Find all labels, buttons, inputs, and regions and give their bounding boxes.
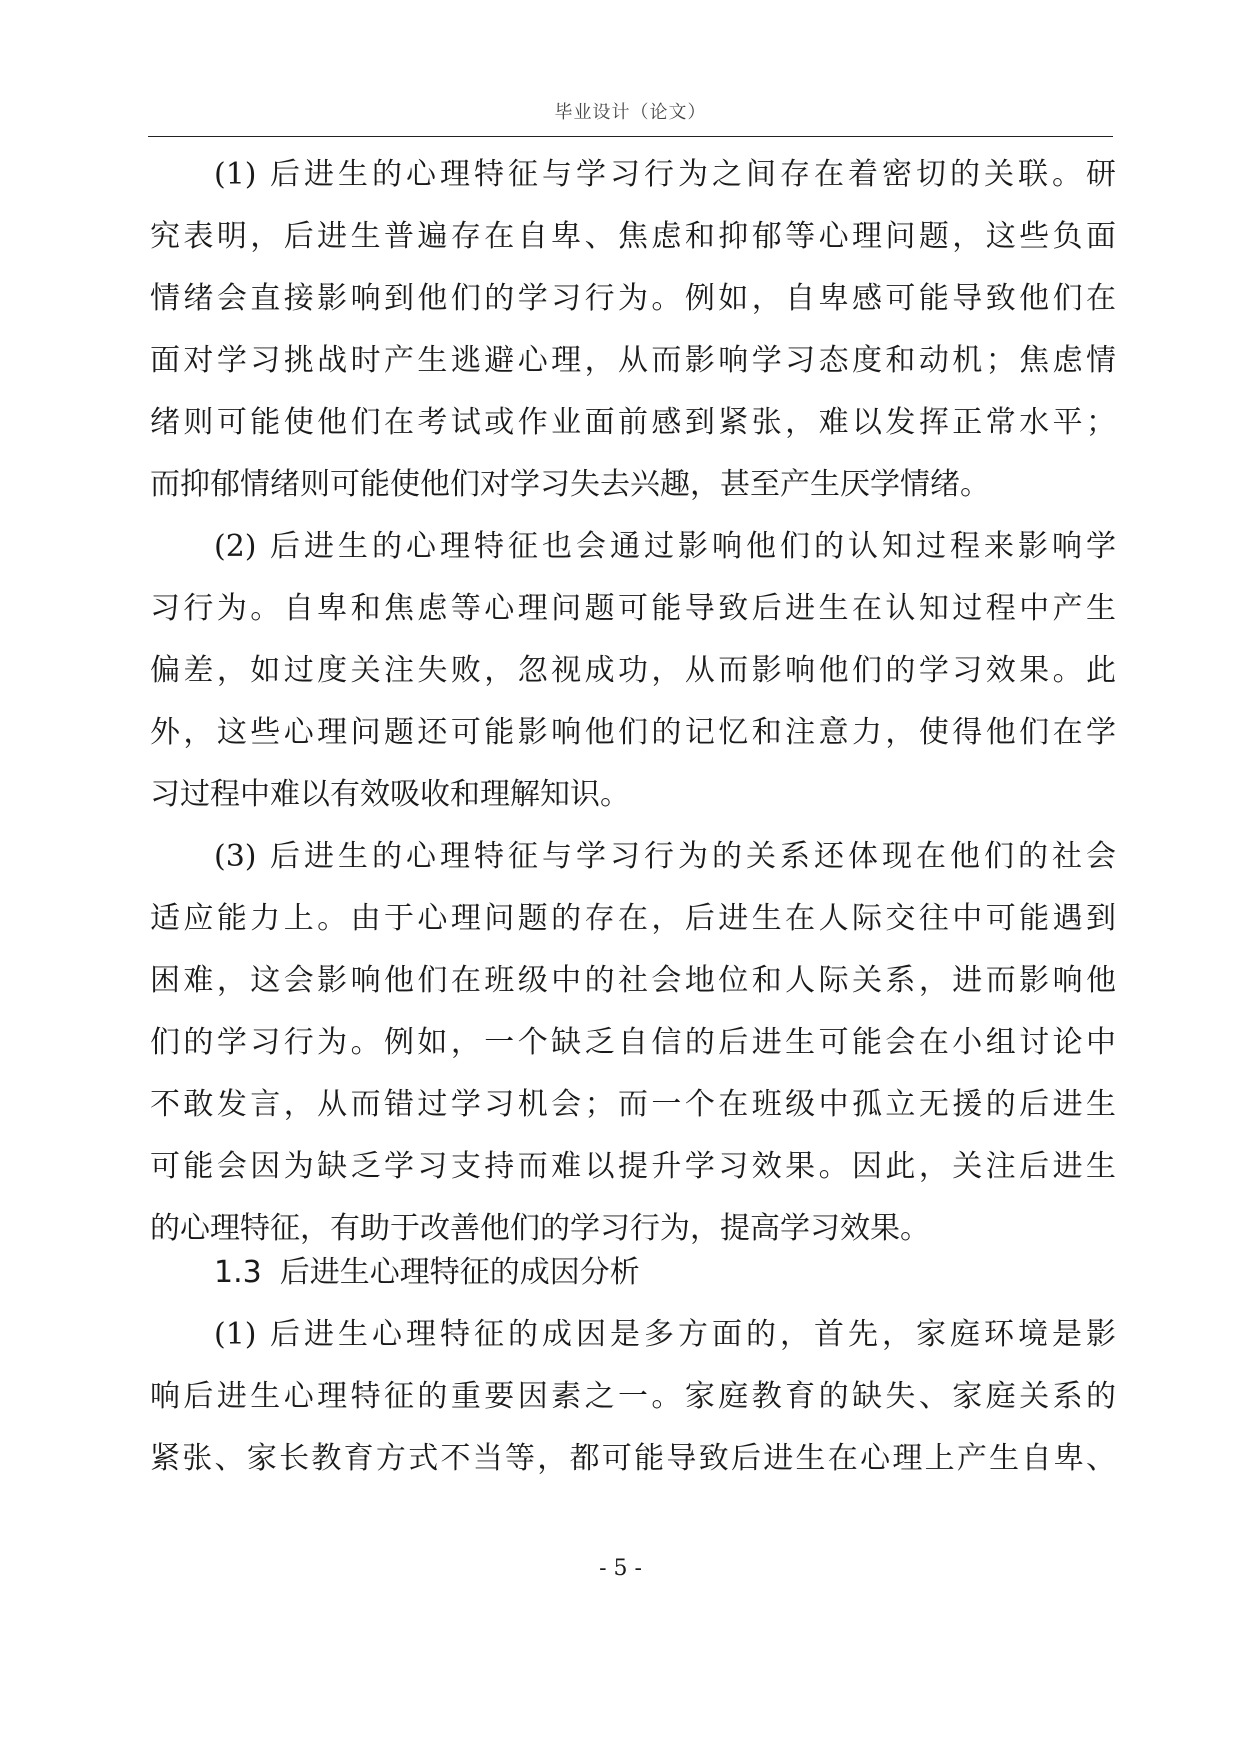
paragraph-line: 而抑郁情绪则可能使他们对学习失去兴趣，甚至产生厌学情绪。 <box>150 467 990 502</box>
paragraph-line: 的心理特征，有助于改善他们的学习行为，提高学习效果。 <box>150 1211 930 1246</box>
section-number: 1.3 <box>214 1255 262 1290</box>
paragraph-line: 外，这些心理问题还可能影响他们的记忆和注意力，使得他们在学 <box>150 715 1116 750</box>
paragraph-line: 绪则可能使他们在考试或作业面前感到紧张，难以发挥正常水平； <box>150 405 1116 440</box>
paragraph-line: (1) 后进生心理特征的成因是多方面的，首先，家庭环境是影 <box>214 1317 1116 1352</box>
paragraph-line: 们的学习行为。例如，一个缺乏自信的后进生可能会在小组讨论中 <box>150 1025 1116 1060</box>
page-header <box>148 98 1113 137</box>
paragraph-line: (3) 后进生的心理特征与学习行为的关系还体现在他们的社会 <box>214 839 1116 874</box>
paragraph-line: 适应能力上。由于心理问题的存在，后进生在人际交往中可能遇到 <box>150 901 1116 936</box>
paragraph-line: 究表明，后进生普遍存在自卑、焦虑和抑郁等心理问题，这些负面 <box>150 219 1116 254</box>
header-title: 毕业设计（论文） <box>554 102 707 123</box>
paragraph-line: 响后进生心理特征的重要因素之一。家庭教育的缺失、家庭关系的 <box>150 1379 1116 1414</box>
section-heading <box>214 1242 640 1304</box>
paragraph-line: 习过程中难以有效吸收和理解知识。 <box>150 777 630 812</box>
paragraph-line: 紧张、家长教育方式不当等，都可能导致后进生在心理上产生自卑、 <box>150 1441 1116 1476</box>
page-number: - 5 - <box>599 1556 642 1581</box>
paragraph-line: 情绪会直接影响到他们的学习行为。例如，自卑感可能导致他们在 <box>150 281 1116 316</box>
paragraph-line: 困难，这会影响他们在班级中的社会地位和人际关系，进而影响他 <box>150 963 1116 998</box>
paragraph-line: (1) 后进生的心理特征与学习行为之间存在着密切的关联。研 <box>214 157 1116 192</box>
paragraph-line: 不敢发言，从而错过学习机会；而一个在班级中孤立无援的后进生 <box>150 1087 1116 1122</box>
section-title: 后进生心理特征的成因分析 <box>279 1255 640 1290</box>
paragraph-line: 偏差，如过度关注失败，忽视成功，从而影响他们的学习效果。此 <box>150 653 1116 688</box>
paragraph-line: 面对学习挑战时产生逃避心理，从而影响学习态度和动机；焦虑情 <box>150 343 1116 378</box>
paragraph-line: 习行为。自卑和焦虑等心理问题可能导致后进生在认知过程中产生 <box>150 591 1116 626</box>
paragraph-line: (2) 后进生的心理特征也会通过影响他们的认知过程来影响学 <box>214 529 1116 564</box>
paragraph-line: 可能会因为缺乏学习支持而难以提升学习效果。因此，关注后进生 <box>150 1149 1116 1184</box>
